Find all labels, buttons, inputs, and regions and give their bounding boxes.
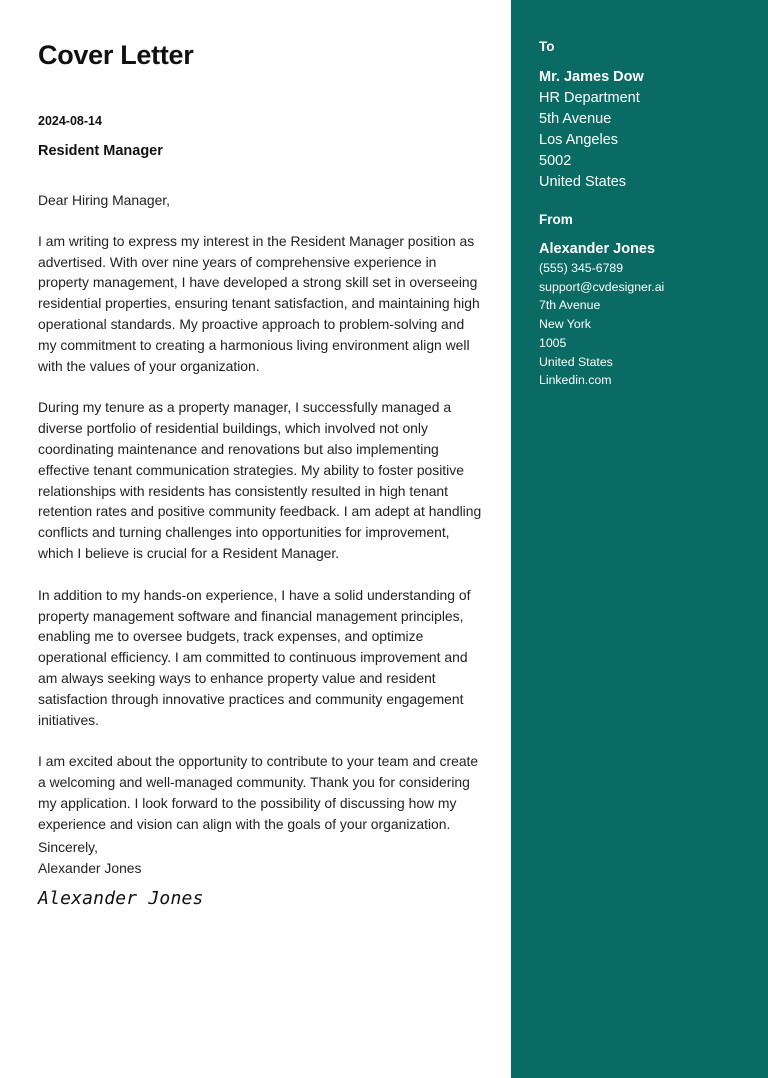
recipient-street: 5th Avenue [539, 111, 612, 127]
sender-name: Alexander Jones [539, 241, 656, 257]
contact-sidebar [511, 0, 768, 1078]
recipient-department: HR Department [539, 90, 640, 106]
recipient-name: Mr. James Dow [539, 69, 644, 85]
sender-heading: From [539, 212, 573, 227]
paragraph-2: During my tenure as a property manager, I successfully managed a diverse portfolio of residential buildings, which involved not only coordinating maintenance and renovations but also implementing effective tenant communication strategies. My ability to foster positive relationships with residents has consistently resulted in high tenant retention rates and positive community feedback. I am adept at handling conflicts and turning challenges into opportunities for improvement, which I believe is crucial for a Resident Manager. [38, 399, 482, 561]
closing-block [38, 837, 141, 879]
sender-street: 7th Avenue [539, 298, 601, 313]
sender-email: support@cvdesigner.ai [539, 279, 665, 294]
paragraph-1: I am writing to express my interest in the Resident Manager position as advertised. With over nine years of comprehensive experience in property management, I have developed a strong skill set in overseeing residential properties, ensuring tenant satisfaction, and maintaining high operational standards. My proactive approach to problem-solving and my commitment to creating a harmonious living environment align well with the values of your organization. [38, 232, 480, 374]
letter-body [38, 190, 486, 856]
sender-postal: 1005 [539, 335, 567, 350]
sender-linkedin: Linkedin.com [539, 373, 612, 388]
letter-subject: Resident Manager [38, 143, 163, 159]
signature: Alexander Jones [38, 888, 204, 909]
recipient-country: United States [539, 174, 627, 190]
page-title: Cover Letter [38, 40, 194, 70]
letter-date: 2024-08-14 [38, 114, 102, 128]
sender-city: New York [539, 317, 591, 332]
sender-country: United States [539, 354, 613, 369]
paragraph-3: In addition to my hands-on experience, I have a solid understanding of property management software and financial management principles, enabling me to oversee budgets, track expenses, and optimize operational efficiency. I am committed to continuous improvement and am always seeking ways to enhance property value and resident satisfaction through innovative practices and community engagement initiatives. [38, 586, 471, 728]
recipient-heading: To [539, 39, 555, 54]
recipient-postal: 5002 [539, 153, 572, 169]
sender-phone: (555) 345-6789 [539, 261, 624, 275]
salutation: Dear Hiring Manager, [38, 192, 171, 208]
closing-name: Alexander Jones [38, 860, 142, 876]
recipient-city: Los Angeles [539, 132, 619, 148]
closing-phrase: Sincerely, [38, 839, 98, 855]
paragraph-4: I am excited about the opportunity to contribute to your team and create a welcoming and well-managed community. Thank you for considering my application. I look forward to the possibility of discussing how my experience and vision can align with the goals of your organization. [38, 753, 479, 832]
sender-block [539, 212, 664, 390]
recipient-block [539, 39, 644, 193]
